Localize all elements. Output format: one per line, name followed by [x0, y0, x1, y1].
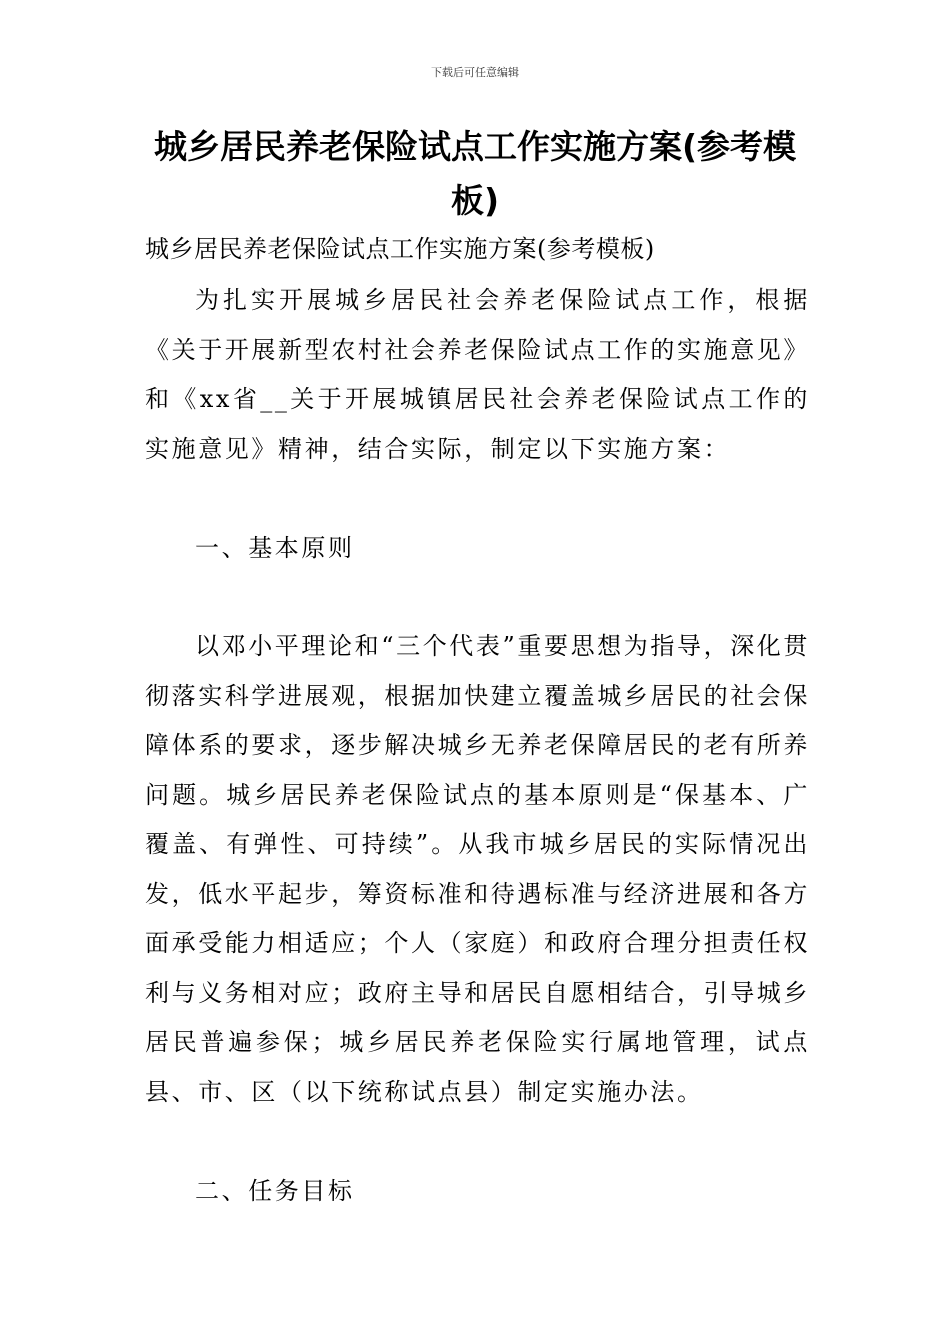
document-title: 城乡居民养老保险试点工作实施方案(参考模板) — [153, 127, 797, 220]
section-heading-basic-principles: 一、基本原则 — [195, 534, 355, 562]
intro-paragraph: 为扎实开展城乡居民社会养老保险试点工作，根据《关于开展新型农村社会养老保险试点工作的实施意见》和《xx省__关于开展城镇居民社会养老保险试点工作的实施意见》精神，结合实际，制定以下实施方案： — [145, 286, 810, 463]
header-note: 下载后可任意编辑 — [431, 66, 519, 79]
section-heading-task-goals: 二、任务目标 — [195, 1177, 355, 1205]
document-subtitle: 城乡居民养老保险试点工作实施方案(参考模板) — [145, 235, 655, 263]
basic-principles-paragraph: 以邓小平理论和“三个代表”重要思想为指导，深化贯彻落实科学进展观，根据加快建立覆盖城乡居民的社会保障体系的要求，逐步解决城乡无养老保障居民的老有所养问题。城乡居民养老保险试点的基本原则是“保基本、广覆盖、有弹性、可持续”。从我市城乡居民的实际情况出发，低水平起步，筹资标准和待遇标准与经济进展和各方面承受能力相适应；个人（家庭）和政府合理分担责任权利与义务相对应；政府主导和居民自愿相结合，引导城乡居民普遍参保；城乡居民养老保险实行属地管理，试点县、市、区（以下统称试点县）制定实施办法。 — [145, 632, 810, 1106]
